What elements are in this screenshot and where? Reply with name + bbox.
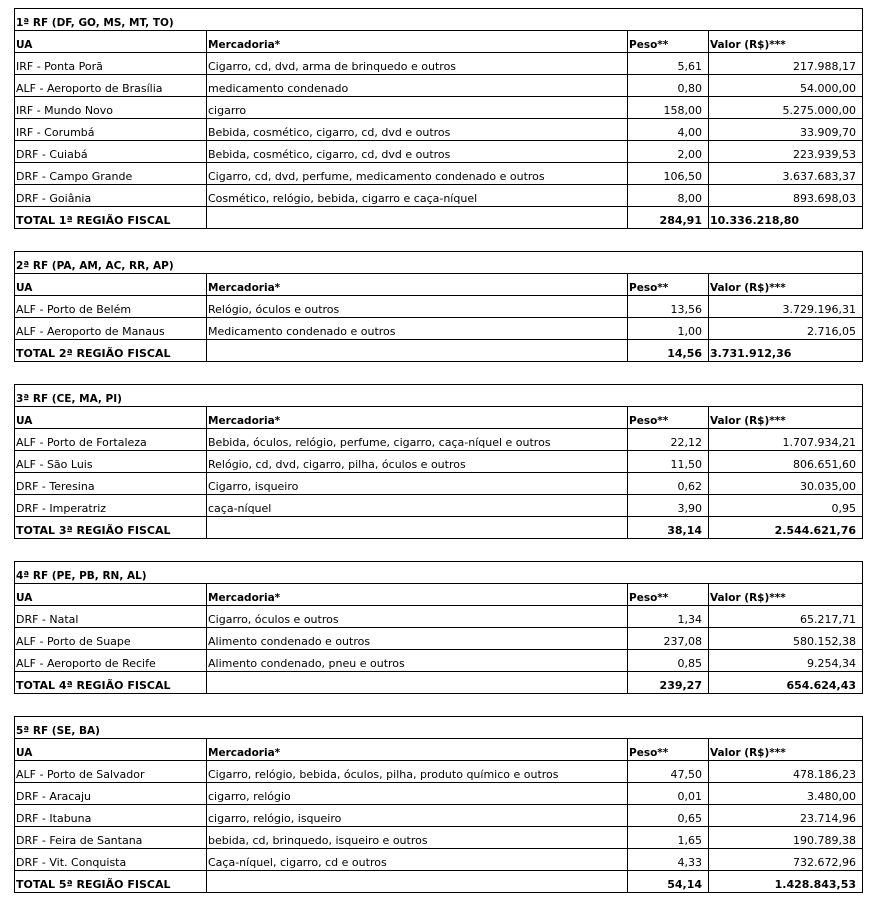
total-label: TOTAL 4ª REGIÃO FISCAL [15, 672, 207, 694]
cell-ua: IRF - Corumbá [15, 119, 207, 141]
cell-mercadoria: bebida, cd, brinquedo, isqueiro e outros [207, 827, 628, 849]
total-peso: 284,91 [628, 207, 709, 229]
table-row [15, 163, 863, 185]
cell-peso: 22,12 [628, 429, 709, 451]
cell-peso: 158,00 [628, 97, 709, 119]
cell-ua: DRF - Natal [15, 606, 207, 628]
region-title-row [15, 252, 863, 274]
cell-ua: DRF - Goiânia [15, 185, 207, 207]
cell-mercadoria: Bebida, cosmético, cigarro, cd, dvd e outros [207, 141, 628, 163]
cell-ua: DRF - Itabuna [15, 805, 207, 827]
region-tables [14, 8, 862, 915]
cell-peso: 237,08 [628, 628, 709, 650]
total-label: TOTAL 2ª REGIÃO FISCAL [15, 340, 207, 362]
total-empty [207, 517, 628, 539]
cell-mercadoria: Cigarro, cd, dvd, arma de brinquedo e outros [207, 53, 628, 75]
cell-ua: IRF - Mundo Novo [15, 97, 207, 119]
region-title: 2ª RF (PA, AM, AC, RR, AP) [15, 252, 863, 274]
cell-mercadoria: Cigarro, cd, dvd, perfume, medicamento condenado e outros [207, 163, 628, 185]
cell-valor: 33.909,70 [709, 119, 863, 141]
cell-ua: DRF - Vit. Conquista [15, 849, 207, 871]
cell-ua: ALF - Aeroporto de Manaus [15, 318, 207, 340]
table-row [15, 75, 863, 97]
cell-valor: 30.035,00 [709, 473, 863, 495]
cell-mercadoria: Bebida, cosmético, cigarro, cd, dvd e outros [207, 119, 628, 141]
cell-peso: 2,00 [628, 141, 709, 163]
table-row [15, 97, 863, 119]
total-peso: 54,14 [628, 871, 709, 893]
table-row [15, 650, 863, 672]
cell-ua: ALF - Porto de Salvador [15, 761, 207, 783]
total-row [15, 672, 863, 694]
table-row [15, 296, 863, 318]
total-empty [207, 340, 628, 362]
cell-valor: 217.988,17 [709, 53, 863, 75]
cell-valor: 190.789,38 [709, 827, 863, 849]
cell-valor: 3.729.196,31 [709, 296, 863, 318]
cell-peso: 47,50 [628, 761, 709, 783]
cell-mercadoria: Cigarro, óculos e outros [207, 606, 628, 628]
header-ua: UA [15, 31, 207, 53]
cell-ua: DRF - Imperatriz [15, 495, 207, 517]
table-row [15, 185, 863, 207]
total-valor: 654.624,43 [709, 672, 863, 694]
header-peso: Peso** [628, 274, 709, 296]
total-empty [207, 672, 628, 694]
total-row [15, 207, 863, 229]
total-valor: 10.336.218,80 [709, 207, 863, 229]
cell-mercadoria: Alimento condenado e outros [207, 628, 628, 650]
region-table [14, 251, 863, 362]
cell-valor: 806.651,60 [709, 451, 863, 473]
total-row [15, 871, 863, 893]
cell-valor: 65.217,71 [709, 606, 863, 628]
region-table [14, 716, 863, 893]
total-label: TOTAL 1ª REGIÃO FISCAL [15, 207, 207, 229]
header-valor: Valor (R$)*** [709, 739, 863, 761]
cell-valor: 5.275.000,00 [709, 97, 863, 119]
cell-peso: 1,00 [628, 318, 709, 340]
header-peso: Peso** [628, 407, 709, 429]
region-title: 4ª RF (PE, PB, RN, AL) [15, 562, 863, 584]
header-ua: UA [15, 739, 207, 761]
table-row [15, 53, 863, 75]
table-row [15, 805, 863, 827]
cell-mercadoria: Relógio, cd, dvd, cigarro, pilha, óculos e outros [207, 451, 628, 473]
header-ua: UA [15, 274, 207, 296]
cell-mercadoria: Cosmético, relógio, bebida, cigarro e caça-níquel [207, 185, 628, 207]
total-valor: 1.428.843,53 [709, 871, 863, 893]
cell-peso: 0,62 [628, 473, 709, 495]
cell-valor: 0,95 [709, 495, 863, 517]
cell-mercadoria: cigarro, relógio [207, 783, 628, 805]
cell-valor: 2.716,05 [709, 318, 863, 340]
region-table [14, 8, 863, 229]
cell-ua: IRF - Ponta Porã [15, 53, 207, 75]
cell-peso: 8,00 [628, 185, 709, 207]
column-header-row [15, 407, 863, 429]
column-header-row [15, 31, 863, 53]
header-valor: Valor (R$)*** [709, 274, 863, 296]
cell-ua: DRF - Feira de Santana [15, 827, 207, 849]
header-mercadoria: Mercadoria* [207, 739, 628, 761]
cell-ua: ALF - Aeroporto de Brasília [15, 75, 207, 97]
total-peso: 14,56 [628, 340, 709, 362]
cell-peso: 0,85 [628, 650, 709, 672]
cell-valor: 732.672,96 [709, 849, 863, 871]
cell-mercadoria: Medicamento condenado e outros [207, 318, 628, 340]
cell-mercadoria: Alimento condenado, pneu e outros [207, 650, 628, 672]
column-header-row [15, 584, 863, 606]
table-row [15, 628, 863, 650]
header-ua: UA [15, 407, 207, 429]
cell-valor: 478.186,23 [709, 761, 863, 783]
cell-valor: 893.698,03 [709, 185, 863, 207]
cell-mercadoria: cigarro [207, 97, 628, 119]
cell-valor: 9.254,34 [709, 650, 863, 672]
cell-valor: 54.000,00 [709, 75, 863, 97]
cell-valor: 1.707.934,21 [709, 429, 863, 451]
table-row [15, 429, 863, 451]
region-title-row [15, 562, 863, 584]
region-title-row [15, 385, 863, 407]
cell-mercadoria: cigarro, relógio, isqueiro [207, 805, 628, 827]
total-label: TOTAL 5ª REGIÃO FISCAL [15, 871, 207, 893]
total-empty [207, 207, 628, 229]
cell-ua: ALF - São Luis [15, 451, 207, 473]
cell-peso: 0,80 [628, 75, 709, 97]
cell-valor: 3.637.683,37 [709, 163, 863, 185]
header-mercadoria: Mercadoria* [207, 274, 628, 296]
header-valor: Valor (R$)*** [709, 31, 863, 53]
cell-peso: 1,65 [628, 827, 709, 849]
header-mercadoria: Mercadoria* [207, 584, 628, 606]
region-title-row [15, 717, 863, 739]
cell-ua: DRF - Campo Grande [15, 163, 207, 185]
cell-ua: ALF - Aeroporto de Recife [15, 650, 207, 672]
cell-valor: 580.152,38 [709, 628, 863, 650]
total-label: TOTAL 3ª REGIÃO FISCAL [15, 517, 207, 539]
total-valor: 3.731.912,36 [709, 340, 863, 362]
table-row [15, 318, 863, 340]
cell-ua: DRF - Cuiabá [15, 141, 207, 163]
table-row [15, 606, 863, 628]
cell-mercadoria: Bebida, óculos, relógio, perfume, cigarro, caça-níquel e outros [207, 429, 628, 451]
table-row [15, 783, 863, 805]
header-mercadoria: Mercadoria* [207, 407, 628, 429]
cell-peso: 106,50 [628, 163, 709, 185]
header-peso: Peso** [628, 584, 709, 606]
cell-valor: 223.939,53 [709, 141, 863, 163]
table-row [15, 495, 863, 517]
region-table [14, 561, 863, 694]
cell-peso: 11,50 [628, 451, 709, 473]
cell-ua: DRF - Teresina [15, 473, 207, 495]
cell-peso: 0,65 [628, 805, 709, 827]
region-table [14, 384, 863, 539]
cell-ua: DRF - Aracaju [15, 783, 207, 805]
header-peso: Peso** [628, 31, 709, 53]
cell-peso: 4,33 [628, 849, 709, 871]
cell-mercadoria: Caça-níquel, cigarro, cd e outros [207, 849, 628, 871]
cell-peso: 3,90 [628, 495, 709, 517]
cell-peso: 1,34 [628, 606, 709, 628]
cell-mercadoria: Cigarro, relógio, bebida, óculos, pilha, produto químico e outros [207, 761, 628, 783]
header-peso: Peso** [628, 739, 709, 761]
total-row [15, 340, 863, 362]
cell-peso: 0,01 [628, 783, 709, 805]
cell-ua: ALF - Porto de Suape [15, 628, 207, 650]
cell-valor: 3.480,00 [709, 783, 863, 805]
header-valor: Valor (R$)*** [709, 407, 863, 429]
header-mercadoria: Mercadoria* [207, 31, 628, 53]
total-row [15, 517, 863, 539]
table-row [15, 473, 863, 495]
region-title: 5ª RF (SE, BA) [15, 717, 863, 739]
total-empty [207, 871, 628, 893]
column-header-row [15, 274, 863, 296]
column-header-row [15, 739, 863, 761]
table-row [15, 119, 863, 141]
region-title-row [15, 9, 863, 31]
table-row [15, 141, 863, 163]
header-valor: Valor (R$)*** [709, 584, 863, 606]
table-row [15, 761, 863, 783]
total-valor: 2.544.621,76 [709, 517, 863, 539]
cell-ua: ALF - Porto de Fortaleza [15, 429, 207, 451]
table-row [15, 827, 863, 849]
region-title: 3ª RF (CE, MA, PI) [15, 385, 863, 407]
cell-mercadoria: medicamento condenado [207, 75, 628, 97]
cell-peso: 13,56 [628, 296, 709, 318]
total-peso: 38,14 [628, 517, 709, 539]
region-title: 1ª RF (DF, GO, MS, MT, TO) [15, 9, 863, 31]
cell-valor: 23.714,96 [709, 805, 863, 827]
cell-mercadoria: Relógio, óculos e outros [207, 296, 628, 318]
cell-peso: 4,00 [628, 119, 709, 141]
cell-peso: 5,61 [628, 53, 709, 75]
table-row [15, 451, 863, 473]
total-peso: 239,27 [628, 672, 709, 694]
header-ua: UA [15, 584, 207, 606]
table-row [15, 849, 863, 871]
cell-ua: ALF - Porto de Belém [15, 296, 207, 318]
cell-mercadoria: Cigarro, isqueiro [207, 473, 628, 495]
cell-mercadoria: caça-níquel [207, 495, 628, 517]
